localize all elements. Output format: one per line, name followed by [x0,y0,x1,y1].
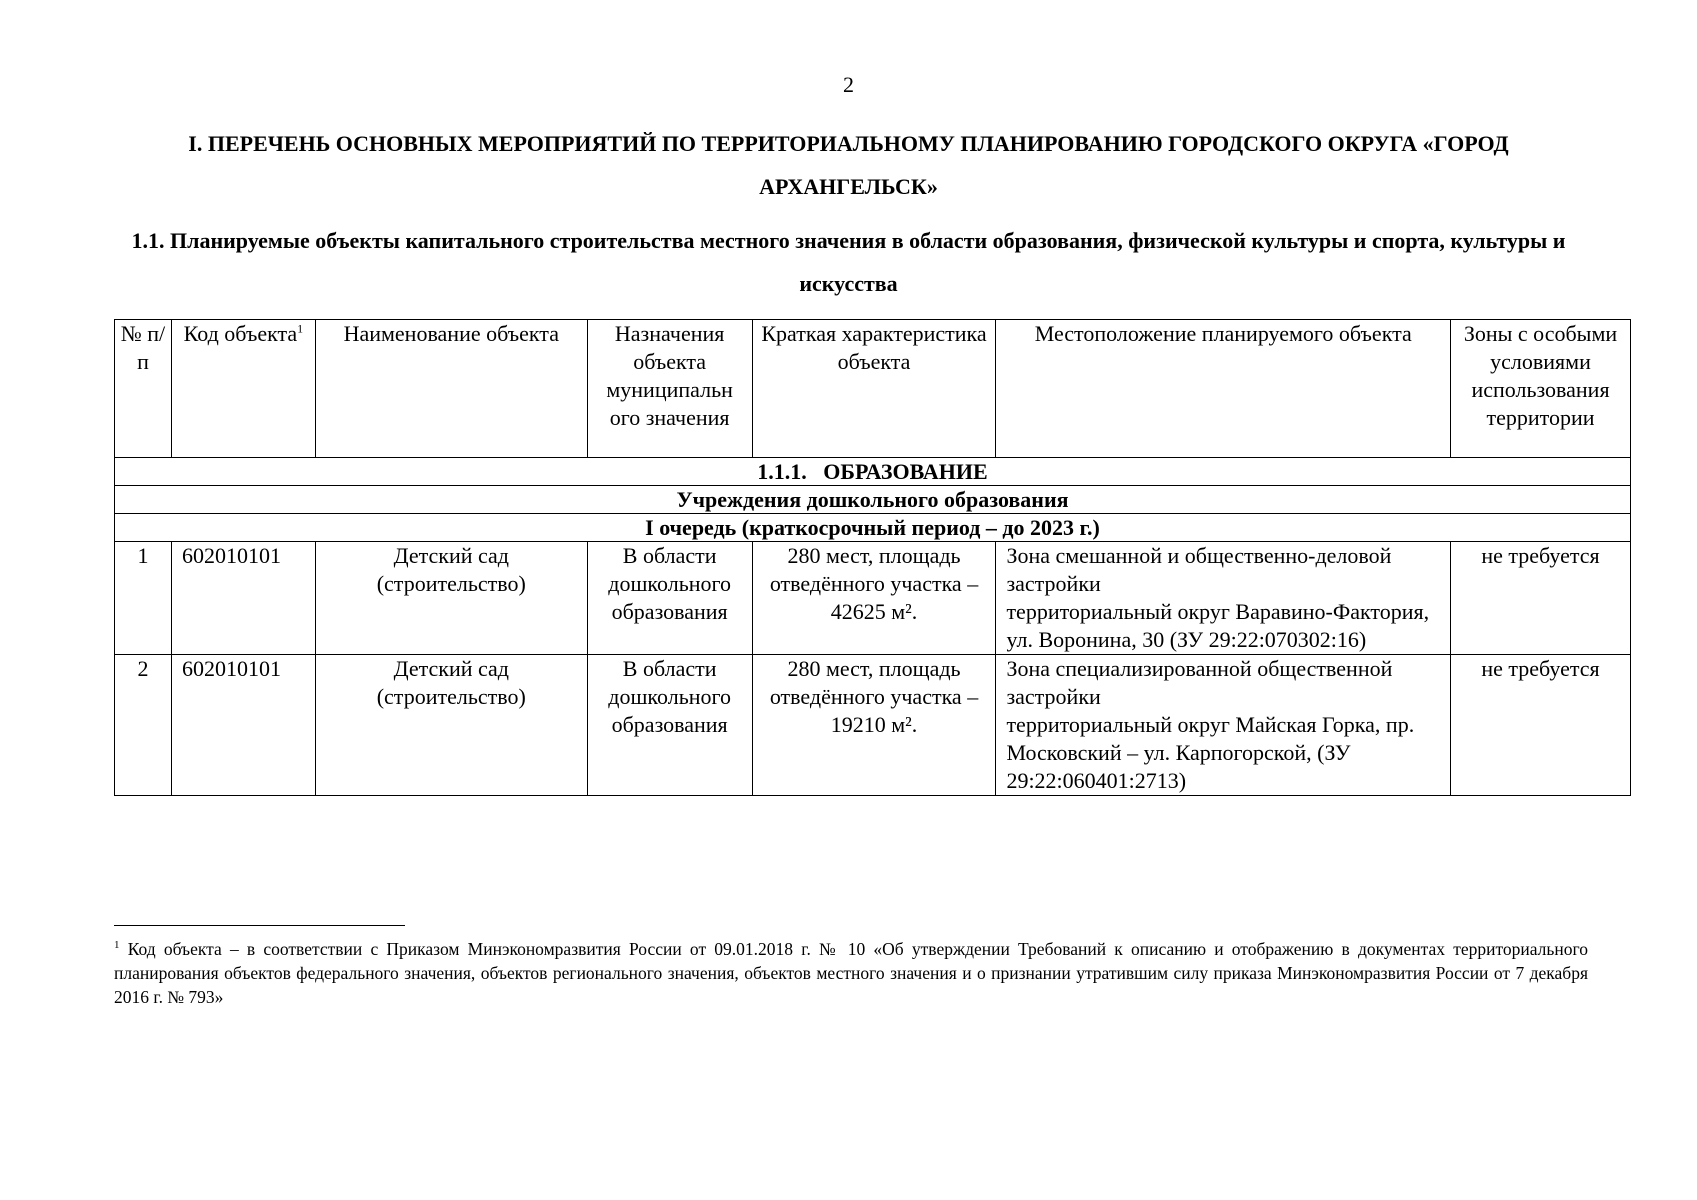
table-row [115,655,1631,796]
section-title: 1.1.1. ОБРАЗОВАНИЕ [115,458,1631,486]
cell-purpose: В области дошкольного образования [587,655,752,796]
header-location: Местоположение планируемого объекта [996,320,1451,458]
stage-row [115,514,1631,542]
header-name: Наименование объекта [315,320,587,458]
footnote-marker: 1 [114,939,120,952]
header-purpose: Назначения объекта муниципальн ого значения [587,320,752,458]
cell-location [996,542,1451,655]
planned-objects-table [114,319,1631,796]
header-zones: Зоны с особыми условиями использования территории [1451,320,1631,458]
footnote-text: Код объекта – в соответствии с Приказом Минэкономразвития России от 09.01.2018 г. № 10 «Об утверждении Требований к описанию и отображению в документах территориального планирования объектов федерального значения, объектов регионального значения, объектов местного значения и о признании утратившим силу приказа Минэкономразвития России от 7 декабря 2016 г. № 793» [114,939,1588,1007]
subsection-row [115,486,1631,514]
cell-zones: не требуется [1451,655,1631,796]
header-num: № п/п [115,320,172,458]
location-zone: Зона смешанной и общественно-деловой застройки [1006,543,1392,596]
location-address: территориальный округ Варавино-Фактория, ул. Воронина, 30 (ЗУ 29:22:070302:16) [1006,599,1430,652]
footnote-separator [114,925,405,926]
stage-title: I очередь (краткосрочный период – до 2023 г.) [115,514,1631,542]
location-zone: Зона специализированной общественной застройки [1006,656,1393,709]
table-row [115,542,1631,655]
cell-purpose: В области дошкольного образования [587,542,752,655]
cell-location [996,655,1451,796]
cell-name: Детский сад (строительство) [315,542,587,655]
cell-code: 602010101 [171,542,315,655]
subsection-title: Учреждения дошкольного образования [115,486,1631,514]
document-title: I. ПЕРЕЧЕНЬ ОСНОВНЫХ МЕРОПРИЯТИЙ ПО ТЕРРИТОРИАЛЬНОМУ ПЛАНИРОВАНИЮ ГОРОДСКОГО ОКРУГА «ГОРОД АРХАНГЕЛЬСК» [188,131,1509,199]
cell-characteristics: 280 мест, площадь отведённого участка – 42625 м². [752,542,996,655]
table-header-row [115,320,1631,458]
cell-zones: не требуется [1451,542,1631,655]
header-characteristics: Краткая характеристика объекта [752,320,996,458]
footnote-ref: 1 [297,321,304,336]
cell-name: Детский сад (строительство) [315,655,587,796]
header-code: Код объекта$^1$ [171,320,315,458]
cell-code: 602010101 [171,655,315,796]
section-subtitle: 1.1. Планируемые объекты капитального строительства местного значения в области образования, физической культуры и спорта, культуры и искусства [131,228,1566,296]
cell-num: 2 [115,655,172,796]
cell-num: 1 [115,542,172,655]
page-number: 2 [843,72,854,97]
section-row [115,458,1631,486]
footnote [114,937,1588,1009]
location-address: территориальный округ Майская Горка, пр. Московский – ул. Карпогорской, (ЗУ 29:22:060401:2713) [1006,712,1415,793]
cell-characteristics: 280 мест, площадь отведённого участка – 19210 м². [752,655,996,796]
